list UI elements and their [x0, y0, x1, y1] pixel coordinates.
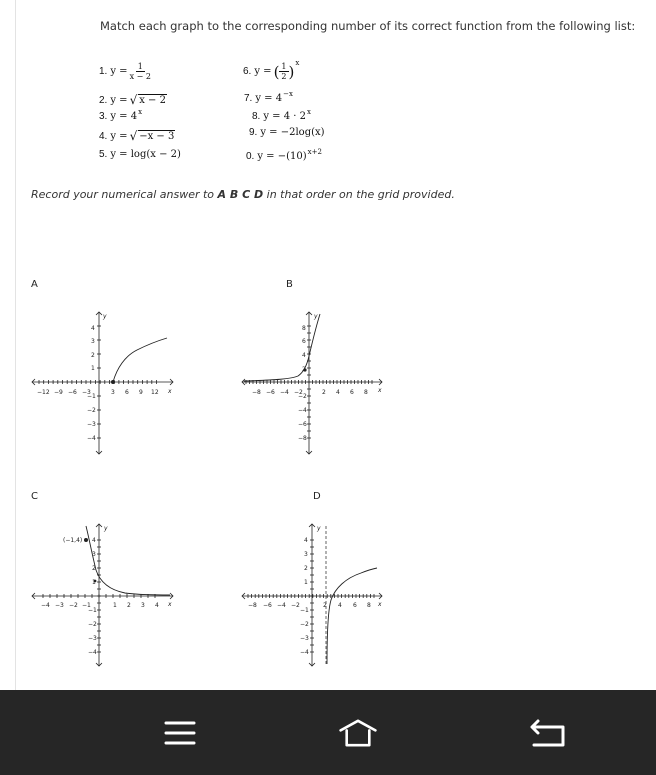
graph-d-label: D — [313, 491, 321, 502]
tick-label: 1 — [113, 602, 117, 609]
tick-label: −2 — [87, 407, 96, 414]
graph-d-y-tick-labels — [300, 537, 309, 656]
tick-label: 2 — [127, 602, 131, 609]
tick-label: −1 — [300, 607, 309, 614]
function-3: 3. y = 4 x — [99, 107, 143, 122]
tick-label: 2 — [323, 602, 327, 609]
tick-label: 4 — [304, 537, 308, 544]
tick-label: −2 — [291, 602, 300, 609]
tick-label: 3 — [111, 389, 115, 396]
tick-label: −2 — [69, 602, 78, 609]
function-7: 7. y = 4 −x — [244, 89, 293, 104]
tick-label: 2 — [302, 366, 306, 373]
graph-c-x-axis-label: x — [168, 601, 172, 608]
tick-label: 2 — [91, 352, 95, 359]
tick-label: 8 — [367, 602, 371, 609]
graph-c-point-label: (−1,4) — [63, 537, 83, 544]
tick-label: −3 — [300, 635, 309, 642]
graph-a — [25, 308, 185, 458]
record-instruction: Record your numerical answer to A B C D in that order on the grid provided. — [31, 188, 455, 201]
tick-label: 8 — [364, 389, 368, 396]
graph-a-x-axis-label: x — [168, 388, 172, 395]
function-9: 9. y = −2log(x) — [249, 127, 325, 138]
tick-label: −3 — [87, 421, 96, 428]
home-button[interactable] — [338, 715, 378, 751]
tick-label: −8 — [252, 389, 261, 396]
tick-label: −6 — [68, 389, 77, 396]
tick-label: 3 — [304, 551, 308, 558]
tick-label: 4 — [302, 352, 306, 359]
tick-label: −3 — [55, 602, 64, 609]
graph-a-y-tick-labels — [87, 325, 96, 442]
tick-label: −2 — [88, 621, 97, 628]
tick-label: −4 — [87, 435, 96, 442]
graph-d-y-axis-label: y — [317, 525, 321, 532]
graph-c-y-tick-labels — [88, 537, 97, 656]
tick-label: −2 — [298, 393, 307, 400]
tick-label: 12 — [151, 389, 159, 396]
tick-label: 1 — [304, 579, 308, 586]
tick-label: 3 — [91, 338, 95, 345]
function-6: 6. y = ( $\frac{1}{2}$ ) x — [243, 58, 300, 81]
menu-icon — [163, 719, 197, 747]
tick-label: −4 — [88, 649, 97, 656]
graph-c-y-axis-label: y — [104, 525, 108, 532]
graph-d-x-tick-labels — [248, 602, 371, 609]
tick-label: 2 — [304, 565, 308, 572]
graph-d — [236, 520, 396, 670]
graph-a-label: A — [31, 279, 38, 290]
tick-label: −9 — [54, 389, 63, 396]
graph-c — [25, 520, 185, 670]
graph-a-y-axis-label: y — [103, 313, 107, 320]
tick-label: 4 — [91, 325, 95, 332]
tick-label: −8 — [298, 435, 307, 442]
tick-label: 4 — [336, 389, 340, 396]
function-2: 2. y = √ x − 2 — [99, 93, 166, 107]
graph-d-x-axis-label: x — [378, 601, 382, 608]
tick-label: 1 — [91, 365, 95, 372]
home-icon — [338, 716, 378, 750]
tick-label: −1 — [88, 607, 97, 614]
tick-label: −4 — [300, 649, 309, 656]
system-nav-bar — [0, 690, 656, 775]
tick-label: 9 — [139, 389, 143, 396]
tick-label: 6 — [353, 602, 357, 609]
tick-label: 3 — [141, 602, 145, 609]
tick-label: 4 — [155, 602, 159, 609]
tick-label: 8 — [302, 325, 306, 332]
function-4: 4. y = √ −x − 3 — [99, 129, 175, 143]
tick-label: 3 — [92, 551, 96, 558]
tick-label: −3 — [88, 635, 97, 642]
tick-label: 4 — [92, 537, 96, 544]
tick-label: 4 — [338, 602, 342, 609]
graph-b — [236, 308, 396, 458]
function-0: 0. y = −(10) x+2 — [246, 147, 322, 162]
tick-label: −6 — [266, 389, 275, 396]
tick-label: −1 — [87, 393, 96, 400]
tick-label: −1 — [82, 602, 91, 609]
tick-label: −4 — [298, 407, 307, 414]
tick-label: 6 — [125, 389, 129, 396]
page-margin-rule — [15, 0, 16, 690]
graph-a-x-tick-labels — [37, 389, 159, 396]
back-icon — [528, 717, 568, 749]
back-button[interactable] — [528, 715, 568, 751]
tick-label: −6 — [263, 602, 272, 609]
graph-b-y-axis-label: y — [314, 313, 318, 320]
tick-label: −4 — [280, 389, 289, 396]
graph-b-label: B — [286, 279, 293, 290]
tick-label: 6 — [302, 338, 306, 345]
function-5: 5. y = log(x − 2) — [99, 149, 181, 160]
tick-label: −4 — [277, 602, 286, 609]
tick-label: 2 — [92, 565, 96, 572]
menu-button[interactable] — [160, 715, 200, 751]
graph-b-x-tick-labels — [252, 389, 368, 396]
tick-label: −2 — [294, 389, 303, 396]
tick-label: −8 — [248, 602, 257, 609]
tick-label: −2 — [300, 621, 309, 628]
instruction-text: Match each graph to the corresponding number of its correct function from the following list: — [100, 19, 636, 33]
tick-label: −3 — [82, 389, 91, 396]
tick-label: −4 — [41, 602, 50, 609]
tick-label: 6 — [350, 389, 354, 396]
graph-c-label: C — [31, 491, 38, 502]
tick-label: 1 — [92, 579, 96, 586]
graph-b-x-axis-label: x — [378, 387, 382, 394]
function-1: 1. y = $\frac{1}{x - 2}$ — [99, 62, 151, 81]
tick-label: 2 — [322, 389, 326, 396]
function-8: 8. y = 4 · 2 x — [252, 107, 311, 122]
tick-label: −6 — [298, 421, 307, 428]
tick-label: −12 — [37, 389, 50, 396]
